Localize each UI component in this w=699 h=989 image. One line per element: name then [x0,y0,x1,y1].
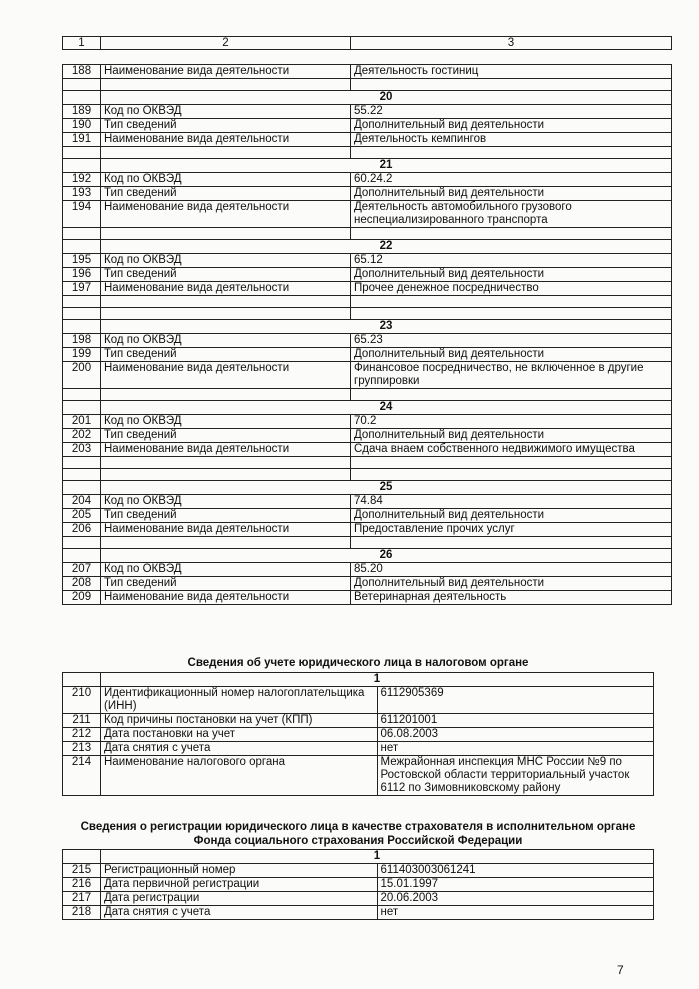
table-row [63,429,672,443]
section-number: 23 [101,320,672,334]
blank-cell [63,537,101,549]
row-label: Тип сведений [101,509,351,523]
row-label: Наименование вида деятельности [101,201,351,228]
table-row [63,742,654,756]
row-value: нет [377,906,654,920]
row-number: 206 [63,523,101,537]
row-label: Код по ОКВЭД [101,415,351,429]
row-number: 210 [63,687,101,714]
section-number: 25 [101,481,672,495]
row-number: 190 [63,119,101,133]
section-number: 22 [101,240,672,254]
row-value: 60.24.2 [351,173,672,187]
row-label: Тип сведений [101,187,351,201]
section-empty-cell [63,549,101,563]
table-row [63,495,672,509]
row-label: Наименование вида деятельности [101,443,351,457]
section-header-row [63,549,672,563]
table-row [63,254,672,268]
table-row [63,415,672,429]
blank-row [63,228,672,240]
row-value: 65.12 [351,254,672,268]
section-header-row [63,481,672,495]
blank-cell [101,228,351,240]
row-label: Тип сведений [101,348,351,362]
table-row [63,878,654,892]
section-empty-cell [63,91,101,105]
section-empty-cell [63,673,101,687]
row-label: Дата снятия с учета [101,906,378,920]
table-row [63,334,672,348]
row-number: 201 [63,415,101,429]
blank-cell [101,537,351,549]
row-number: 202 [63,429,101,443]
blank-cell [101,469,351,481]
row-value: Прочее денежное посредничество [351,282,672,296]
row-label: Наименование вида деятельности [101,523,351,537]
table-row [63,119,672,133]
row-label: Код причины постановки на учет (КПП) [101,714,378,728]
row-number: 212 [63,728,101,742]
row-value: Межрайонная инспекция МНС России №9 по Ростовской области территориальный участок 6112 по Зимовниковскому району [377,756,654,796]
row-value: 06.08.2003 [377,728,654,742]
row-label: Код по ОКВЭД [101,173,351,187]
table-row [63,864,654,878]
blank-cell [63,469,101,481]
blank-cell [101,296,351,308]
row-label: Код по ОКВЭД [101,495,351,509]
row-number: 197 [63,282,101,296]
table-row [63,687,654,714]
row-value: Сдача внаем собственного недвижимого имущества [351,443,672,457]
row-label: Наименование налогового органа [101,756,378,796]
okved-activities-table [62,64,672,605]
blank-cell [351,457,672,469]
row-value: Дополнительный вид деятельности [351,268,672,282]
table-row [63,892,654,906]
row-value: 65.23 [351,334,672,348]
blank-cell [351,79,672,91]
table-row [63,201,672,228]
table-row [63,906,654,920]
table-row [63,362,672,389]
fss-section-heading-line1: Сведения о регистрации юридического лица в качестве страхователя в исполнительном органе [80,821,636,833]
row-number: 194 [63,201,101,228]
row-value: 70.2 [351,415,672,429]
blank-cell [101,79,351,91]
column-header-3: 3 [351,37,672,50]
row-label: Дата снятия с учета [101,742,378,756]
row-value: 611201001 [377,714,654,728]
page-number: 7 [617,963,624,977]
section-header-row [63,91,672,105]
row-value: 85.20 [351,563,672,577]
row-label: Тип сведений [101,268,351,282]
row-number: 216 [63,878,101,892]
blank-cell [351,296,672,308]
blank-cell [63,79,101,91]
row-label: Дата регистрации [101,892,378,906]
row-number: 200 [63,362,101,389]
row-number: 214 [63,756,101,796]
table-row [63,348,672,362]
row-value: Финансовое посредничество, не включенное в другие группировки [351,362,672,389]
row-value: 74.84 [351,495,672,509]
row-number: 196 [63,268,101,282]
row-value: 15.01.1997 [377,878,654,892]
row-number: 199 [63,348,101,362]
blank-row [63,308,672,320]
tax-section-heading: Сведения об учете юридического лица в налоговом органе [187,657,529,669]
blank-cell [351,228,672,240]
table-row [63,282,672,296]
row-label: Регистрационный номер [101,864,378,878]
section-number: 26 [101,549,672,563]
blank-cell [101,147,351,159]
row-label: Тип сведений [101,577,351,591]
row-label: Дата постановки на учет [101,728,378,742]
section-header-row [63,850,654,864]
row-label: Код по ОКВЭД [101,334,351,348]
column-header-row [63,37,672,50]
row-number: 195 [63,254,101,268]
section-number: 24 [101,401,672,415]
blank-cell [351,389,672,401]
section-empty-cell [63,240,101,254]
section-number: 21 [101,159,672,173]
row-value: Деятельность автомобильного грузового неспециализированного транспорта [351,201,672,228]
row-label: Идентификационный номер налогоплательщика (ИНН) [101,687,378,714]
row-number: 207 [63,563,101,577]
row-number: 213 [63,742,101,756]
blank-cell [101,389,351,401]
row-number: 204 [63,495,101,509]
row-value: Дополнительный вид деятельности [351,119,672,133]
table-row [63,187,672,201]
row-value: Дополнительный вид деятельности [351,348,672,362]
fss-section-heading-line2: Фонда социального страхования Российской Федерации [193,835,523,847]
row-value: Дополнительный вид деятельности [351,577,672,591]
row-value: 55.22 [351,105,672,119]
row-value: Дополнительный вид деятельности [351,187,672,201]
row-value: Дополнительный вид деятельности [351,509,672,523]
table-row [63,133,672,147]
blank-cell [63,147,101,159]
row-value: Ветеринарная деятельность [351,591,672,605]
row-label: Код по ОКВЭД [101,563,351,577]
section-header-row [63,673,654,687]
section-empty-cell [63,481,101,495]
row-number: 193 [63,187,101,201]
table-row [63,105,672,119]
row-number: 205 [63,509,101,523]
column-header-1: 1 [63,37,101,50]
column-header-table [62,36,672,50]
row-value: нет [377,742,654,756]
row-label: Наименование вида деятельности [101,282,351,296]
row-number: 191 [63,133,101,147]
blank-cell [351,147,672,159]
blank-cell [101,457,351,469]
table-row [63,756,654,796]
row-value: 6112905369 [377,687,654,714]
section-header-row [63,401,672,415]
section-number: 20 [101,91,672,105]
section-empty-cell [63,320,101,334]
blank-cell [101,308,351,320]
row-number: 203 [63,443,101,457]
blank-cell [63,457,101,469]
section-empty-cell [63,401,101,415]
row-label: Дата первичной регистрации [101,878,378,892]
row-number: 215 [63,864,101,878]
section-header-row [63,240,672,254]
blank-row [63,79,672,91]
tax-registration-table [62,672,654,796]
table-row [63,65,672,79]
row-value: 20.06.2003 [377,892,654,906]
table-row [63,728,654,742]
column-header-2: 2 [101,37,351,50]
table-row [63,443,672,457]
row-label: Код по ОКВЭД [101,105,351,119]
row-value: Дополнительный вид деятельности [351,429,672,443]
row-label: Тип сведений [101,429,351,443]
row-number: 217 [63,892,101,906]
section-empty-cell [63,850,101,864]
blank-cell [351,308,672,320]
section-number: 1 [101,673,654,687]
table-row [63,173,672,187]
table-row [63,591,672,605]
row-value: 611403003061241 [377,864,654,878]
section-number: 1 [101,850,654,864]
table-row [63,563,672,577]
blank-cell [63,228,101,240]
row-number: 209 [63,591,101,605]
row-label: Код по ОКВЭД [101,254,351,268]
row-value: Деятельность кемпингов [351,133,672,147]
blank-cell [63,296,101,308]
blank-row [63,389,672,401]
blank-row [63,537,672,549]
row-number: 208 [63,577,101,591]
blank-row [63,296,672,308]
table-row [63,714,654,728]
blank-cell [351,469,672,481]
row-number: 218 [63,906,101,920]
row-value: Предоставление прочих услуг [351,523,672,537]
blank-row [63,469,672,481]
section-empty-cell [63,159,101,173]
table-row [63,268,672,282]
blank-row [63,147,672,159]
row-label: Наименование вида деятельности [101,362,351,389]
row-value: Деятельность гостиниц [351,65,672,79]
table-row [63,509,672,523]
fss-registration-table [62,849,654,920]
row-number: 188 [63,65,101,79]
row-label: Наименование вида деятельности [101,591,351,605]
blank-cell [63,389,101,401]
section-header-row [63,159,672,173]
row-label: Наименование вида деятельности [101,65,351,79]
row-label: Наименование вида деятельности [101,133,351,147]
blank-row [63,457,672,469]
table-row [63,523,672,537]
row-number: 198 [63,334,101,348]
blank-cell [351,537,672,549]
row-label: Тип сведений [101,119,351,133]
blank-cell [63,308,101,320]
row-number: 189 [63,105,101,119]
row-number: 211 [63,714,101,728]
row-number: 192 [63,173,101,187]
section-header-row [63,320,672,334]
table-row [63,577,672,591]
